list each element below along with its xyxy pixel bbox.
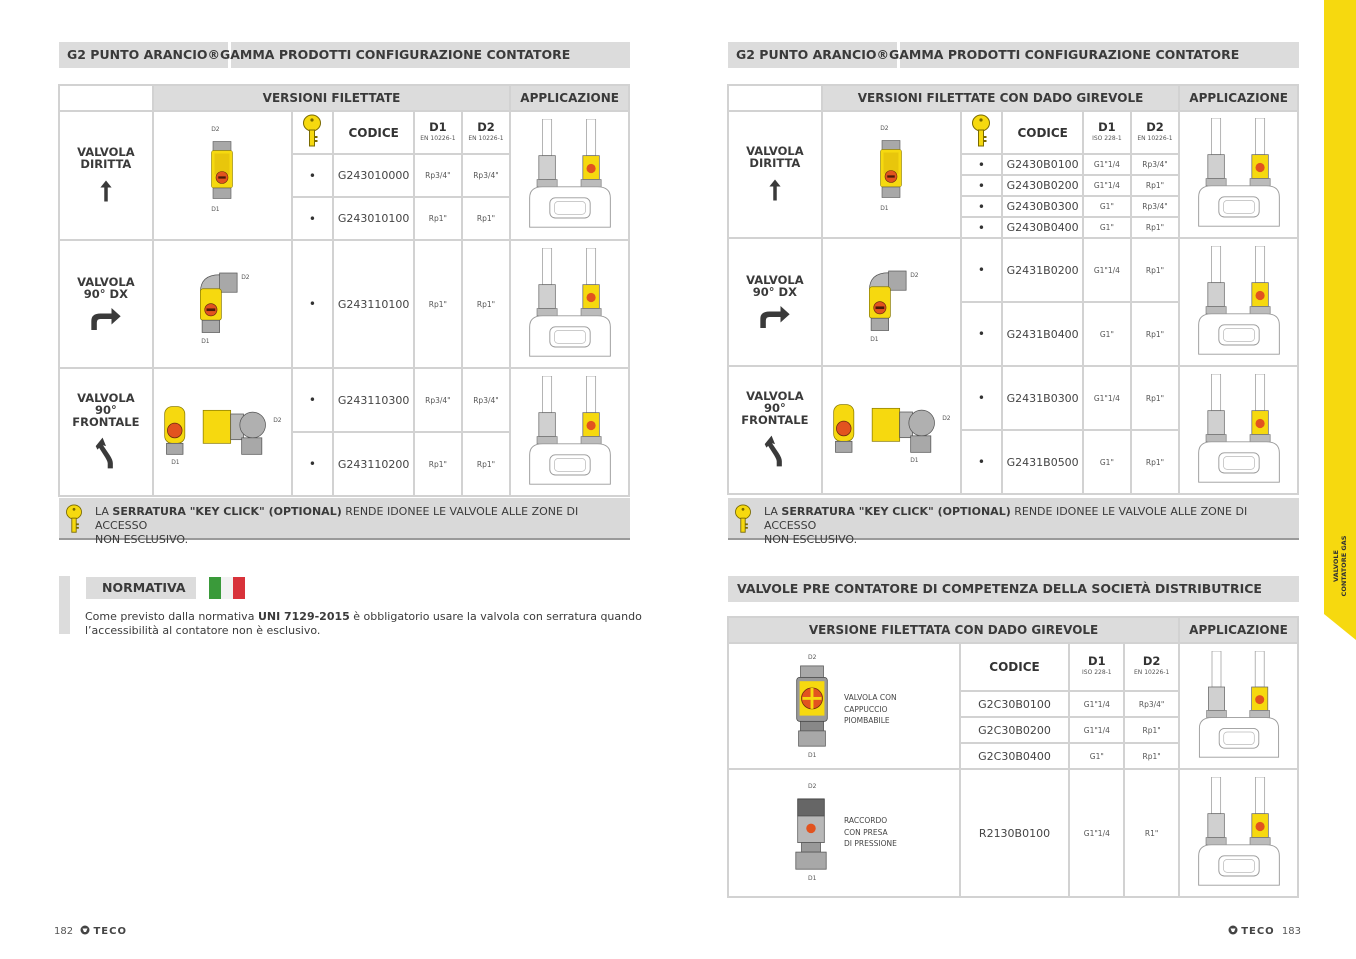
normativa-title-bar [86, 577, 196, 599]
normativa-side-bar [59, 576, 70, 634]
valve-frontal-icon [161, 403, 271, 458]
teco-logo-icon [80, 925, 90, 935]
right-group-header: VERSIONI FILETTATE CON DADO GIREVOLE [822, 85, 1180, 111]
key-icon [302, 114, 322, 148]
left-row-valvola-90-dx [59, 240, 153, 368]
application-image [1179, 238, 1298, 366]
normativa-title: NORMATIVA [102, 580, 186, 595]
product-code: G2C30B0400 [960, 743, 1070, 769]
product-image-elbow: D2 D1 [153, 240, 292, 368]
arrow-right-turn-icon [89, 308, 123, 330]
normativa-text: Come previsto dalla normativa UNI 7129-2015 è obbligatorio usare la valvola con serratura quando l’accessibilità al contatore non è esclusivo. [85, 610, 642, 637]
left-application-header: APPLICAZIONE [510, 85, 629, 111]
left-row-valvola-90-frontale [59, 368, 153, 496]
fitting-icon [792, 797, 830, 873]
right-key-click-note: LA SERRATURA "KEY CLICK" (OPTIONAL) RENDE IDONEE LE VALVOLE ALLE ZONE DI ACCESSO NON ESCLUSIVO. [728, 498, 1299, 540]
right-application-header: APPLICAZIONE [1179, 85, 1298, 111]
arrow-up-icon [768, 177, 782, 203]
meter-application-icon [1189, 651, 1289, 759]
right-footer [1228, 925, 1301, 937]
code-header: CODICE [333, 111, 414, 154]
meter-application-icon [1189, 374, 1289, 484]
left-group-header: VERSIONI FILETTATE [153, 85, 511, 111]
product-image-straight: D2 D1 [822, 111, 961, 238]
product-code: G243110200 [333, 432, 414, 496]
valve-frontal-icon [830, 401, 940, 456]
d2-header: D2 EN 10226-1 [1131, 111, 1180, 154]
d2-header: D2 EN 10226-1 [462, 111, 511, 154]
product-code: G2C30B0100 [960, 691, 1070, 717]
meter-application-icon [1189, 777, 1289, 887]
product-code: G2431B0500 [1002, 430, 1083, 494]
product-code: R2130B0100 [960, 769, 1070, 897]
product-image-straight: D2 D1 [153, 111, 292, 240]
application-image [510, 111, 629, 240]
product-image-elbow: D2 D1 [822, 238, 961, 366]
meter-application-icon [1189, 246, 1289, 356]
product-code: G2C30B0200 [960, 717, 1070, 743]
code-header: CODICE [1002, 111, 1083, 154]
valve-straight-icon [207, 138, 237, 202]
arrow-right-turn-icon [758, 306, 792, 328]
product-code: G243110100 [333, 240, 414, 368]
meter-application-icon [520, 376, 620, 486]
product-image-frontal: D2 D1 [153, 368, 292, 496]
application-image [1179, 643, 1298, 769]
pre-group-header: VERSIONE FILETTATA CON DADO GIREVOLE [728, 617, 1179, 643]
product-code: G243110300 [333, 368, 414, 432]
application-image [510, 240, 629, 368]
key-icon [971, 114, 991, 148]
arrow-left-turn-icon [763, 434, 787, 468]
teco-logo-text: TECO [1241, 926, 1275, 937]
d1-header: D1 EN 10226-1 [414, 111, 462, 154]
row-label: VALVOLA 90° DX [746, 273, 804, 299]
meter-application-icon [1189, 118, 1289, 228]
page-number: 183 [1281, 926, 1301, 937]
product-code: G243010100 [333, 197, 414, 240]
key-cell [961, 111, 1003, 154]
code-header: CODICE [960, 643, 1070, 691]
row-label: VALVOLA DIRITTA [77, 144, 135, 171]
row-label: VALVOLA DIRITTA [746, 143, 804, 170]
right-row-valvola-90-dx [728, 238, 822, 366]
pre-contatore-title-bar [728, 576, 1299, 602]
meter-application-icon [520, 248, 620, 358]
arrow-up-icon [99, 178, 113, 204]
product-code: G2430B0200 [1002, 175, 1083, 196]
right-header-title: GAMMA PRODOTTI CONFIGURAZIONE CONTATORE [889, 47, 1240, 62]
application-image [1179, 366, 1298, 494]
product-code: G2431B0300 [1002, 366, 1083, 430]
valve-straight-icon [876, 137, 906, 201]
product-description: VALVOLA CON CAPPUCCIO PIOMBABILE [844, 693, 897, 725]
left-header-title: GAMMA PRODOTTI CONFIGURAZIONE CONTATORE [220, 47, 571, 62]
italian-flag-icon [209, 577, 245, 599]
page-number: 182 [54, 926, 74, 937]
valve-elbow-icon [864, 264, 908, 334]
left-header-bar [59, 42, 630, 68]
valve-elbow-icon [195, 266, 239, 336]
product-code: G2431B0400 [1002, 302, 1083, 366]
left-key-click-note: LA SERRATURA "KEY CLICK" (OPTIONAL) RENDE IDONEE LE VALVOLE ALLE ZONE DI ACCESSO NON ESCLUSIVO. [59, 498, 630, 540]
d1-header: D1 ISO 228-1 [1069, 643, 1124, 691]
meter-application-icon [520, 119, 620, 229]
left-header-brand: G2 PUNTO ARANCIO® [59, 42, 231, 68]
product-code: G2430B0100 [1002, 154, 1083, 175]
right-product-table: VERSIONI FILETTATE CON DADO GIREVOLE APPLICAZIONE VALVOLA DIRITTA D2 D1 CODICE D1 ISO 228-1 D2 EN 10226-1 • G2430B0100 G1"1/4 Rp3/4" • G2430B0200 G1"1/4 Rp1" • G2430B0300 G1" Rp3/4" • G2430B0400 G1" Rp1" VALVOLA 90° DX D2 D1 • G2431B0200 G1"1/4 Rp1" • G2431B0400 G1" Rp1" VALVOLA 90° FRONTALE D2 D1 • G2431B0300 G1"1/4 Rp1" • G2431B0500 G1" Rp1" [727, 84, 1299, 495]
key-cell [292, 111, 334, 154]
row-label: VALVOLA 90° FRONTALE [72, 391, 140, 429]
valve-cap-icon [792, 664, 832, 750]
application-image [510, 368, 629, 496]
product-code: G243010000 [333, 154, 414, 197]
teco-logo-icon [1228, 925, 1238, 935]
product-code: G2430B0300 [1002, 196, 1083, 217]
product-image-cap-valve: D2 D1 VALVOLA CON CAPPUCCIO PIOMBABILE [728, 643, 960, 769]
product-description: RACCORDO CON PRESA DI PRESSIONE [844, 816, 897, 848]
d2-header: D2 EN 10226-1 [1124, 643, 1179, 691]
application-image [1179, 111, 1298, 238]
pre-application-header: APPLICAZIONE [1179, 617, 1298, 643]
right-row-valvola-90-frontale [728, 366, 822, 494]
row-label: VALVOLA 90° FRONTALE [741, 389, 809, 427]
pre-contatore-table: VERSIONE FILETTATA CON DADO GIREVOLE APPLICAZIONE D2 D1 VALVOLA CON CAPPUCCIO PIOMBABILE CODICE D1 ISO 228-1 D2 EN 10226-1 G2C30B0100 G1"1/4 Rp3/4" G2C30B0200 G1"1/4 Rp1" G2C30B0400 G1" Rp1" D2 D1 RACCORDO CON PRESA DI PRESSIONE R2130B0100 G1"1/4 R1" [727, 616, 1299, 898]
left-footer [54, 925, 127, 937]
key-icon [734, 504, 752, 534]
right-header-bar [728, 42, 1299, 68]
product-image-frontal: D2 D1 [822, 366, 961, 494]
key-icon [65, 504, 83, 534]
product-code: G2431B0200 [1002, 238, 1083, 302]
left-row-valvola-diritta [59, 111, 153, 240]
arrow-left-turn-icon [94, 436, 118, 470]
product-code: G2430B0400 [1002, 217, 1083, 238]
side-tab-label: VALVOLE CONTATORE GAS [1332, 535, 1348, 597]
teco-logo-text: TECO [93, 926, 127, 937]
left-product-table: VERSIONI FILETTATE APPLICAZIONE VALVOLA DIRITTA D2 D1 CODICE D1 EN 10226-1 D2 EN 10226-1 • G243010000 Rp3/4" Rp3/4" • G243010100 Rp1" Rp1" VALVOLA 90° DX D2 D1 • G243110100 Rp1" Rp1" VALVOLA 90° FRONTALE D2 D1 • G243110300 Rp3/4" Rp3/4" • G243110200 Rp1" Rp1" [58, 84, 630, 497]
product-image-fitting: D2 D1 RACCORDO CON PRESA DI PRESSIONE [728, 769, 960, 897]
right-row-valvola-diritta [728, 111, 822, 238]
d1-header: D1 ISO 228-1 [1083, 111, 1131, 154]
application-image [1179, 769, 1298, 897]
row-label: VALVOLA 90° DX [77, 275, 135, 301]
right-header-brand: G2 PUNTO ARANCIO® [728, 42, 900, 68]
pre-contatore-title: VALVOLE PRE CONTATORE DI COMPETENZA DELLA SOCIETÀ DISTRIBUTRICE [737, 581, 1262, 596]
